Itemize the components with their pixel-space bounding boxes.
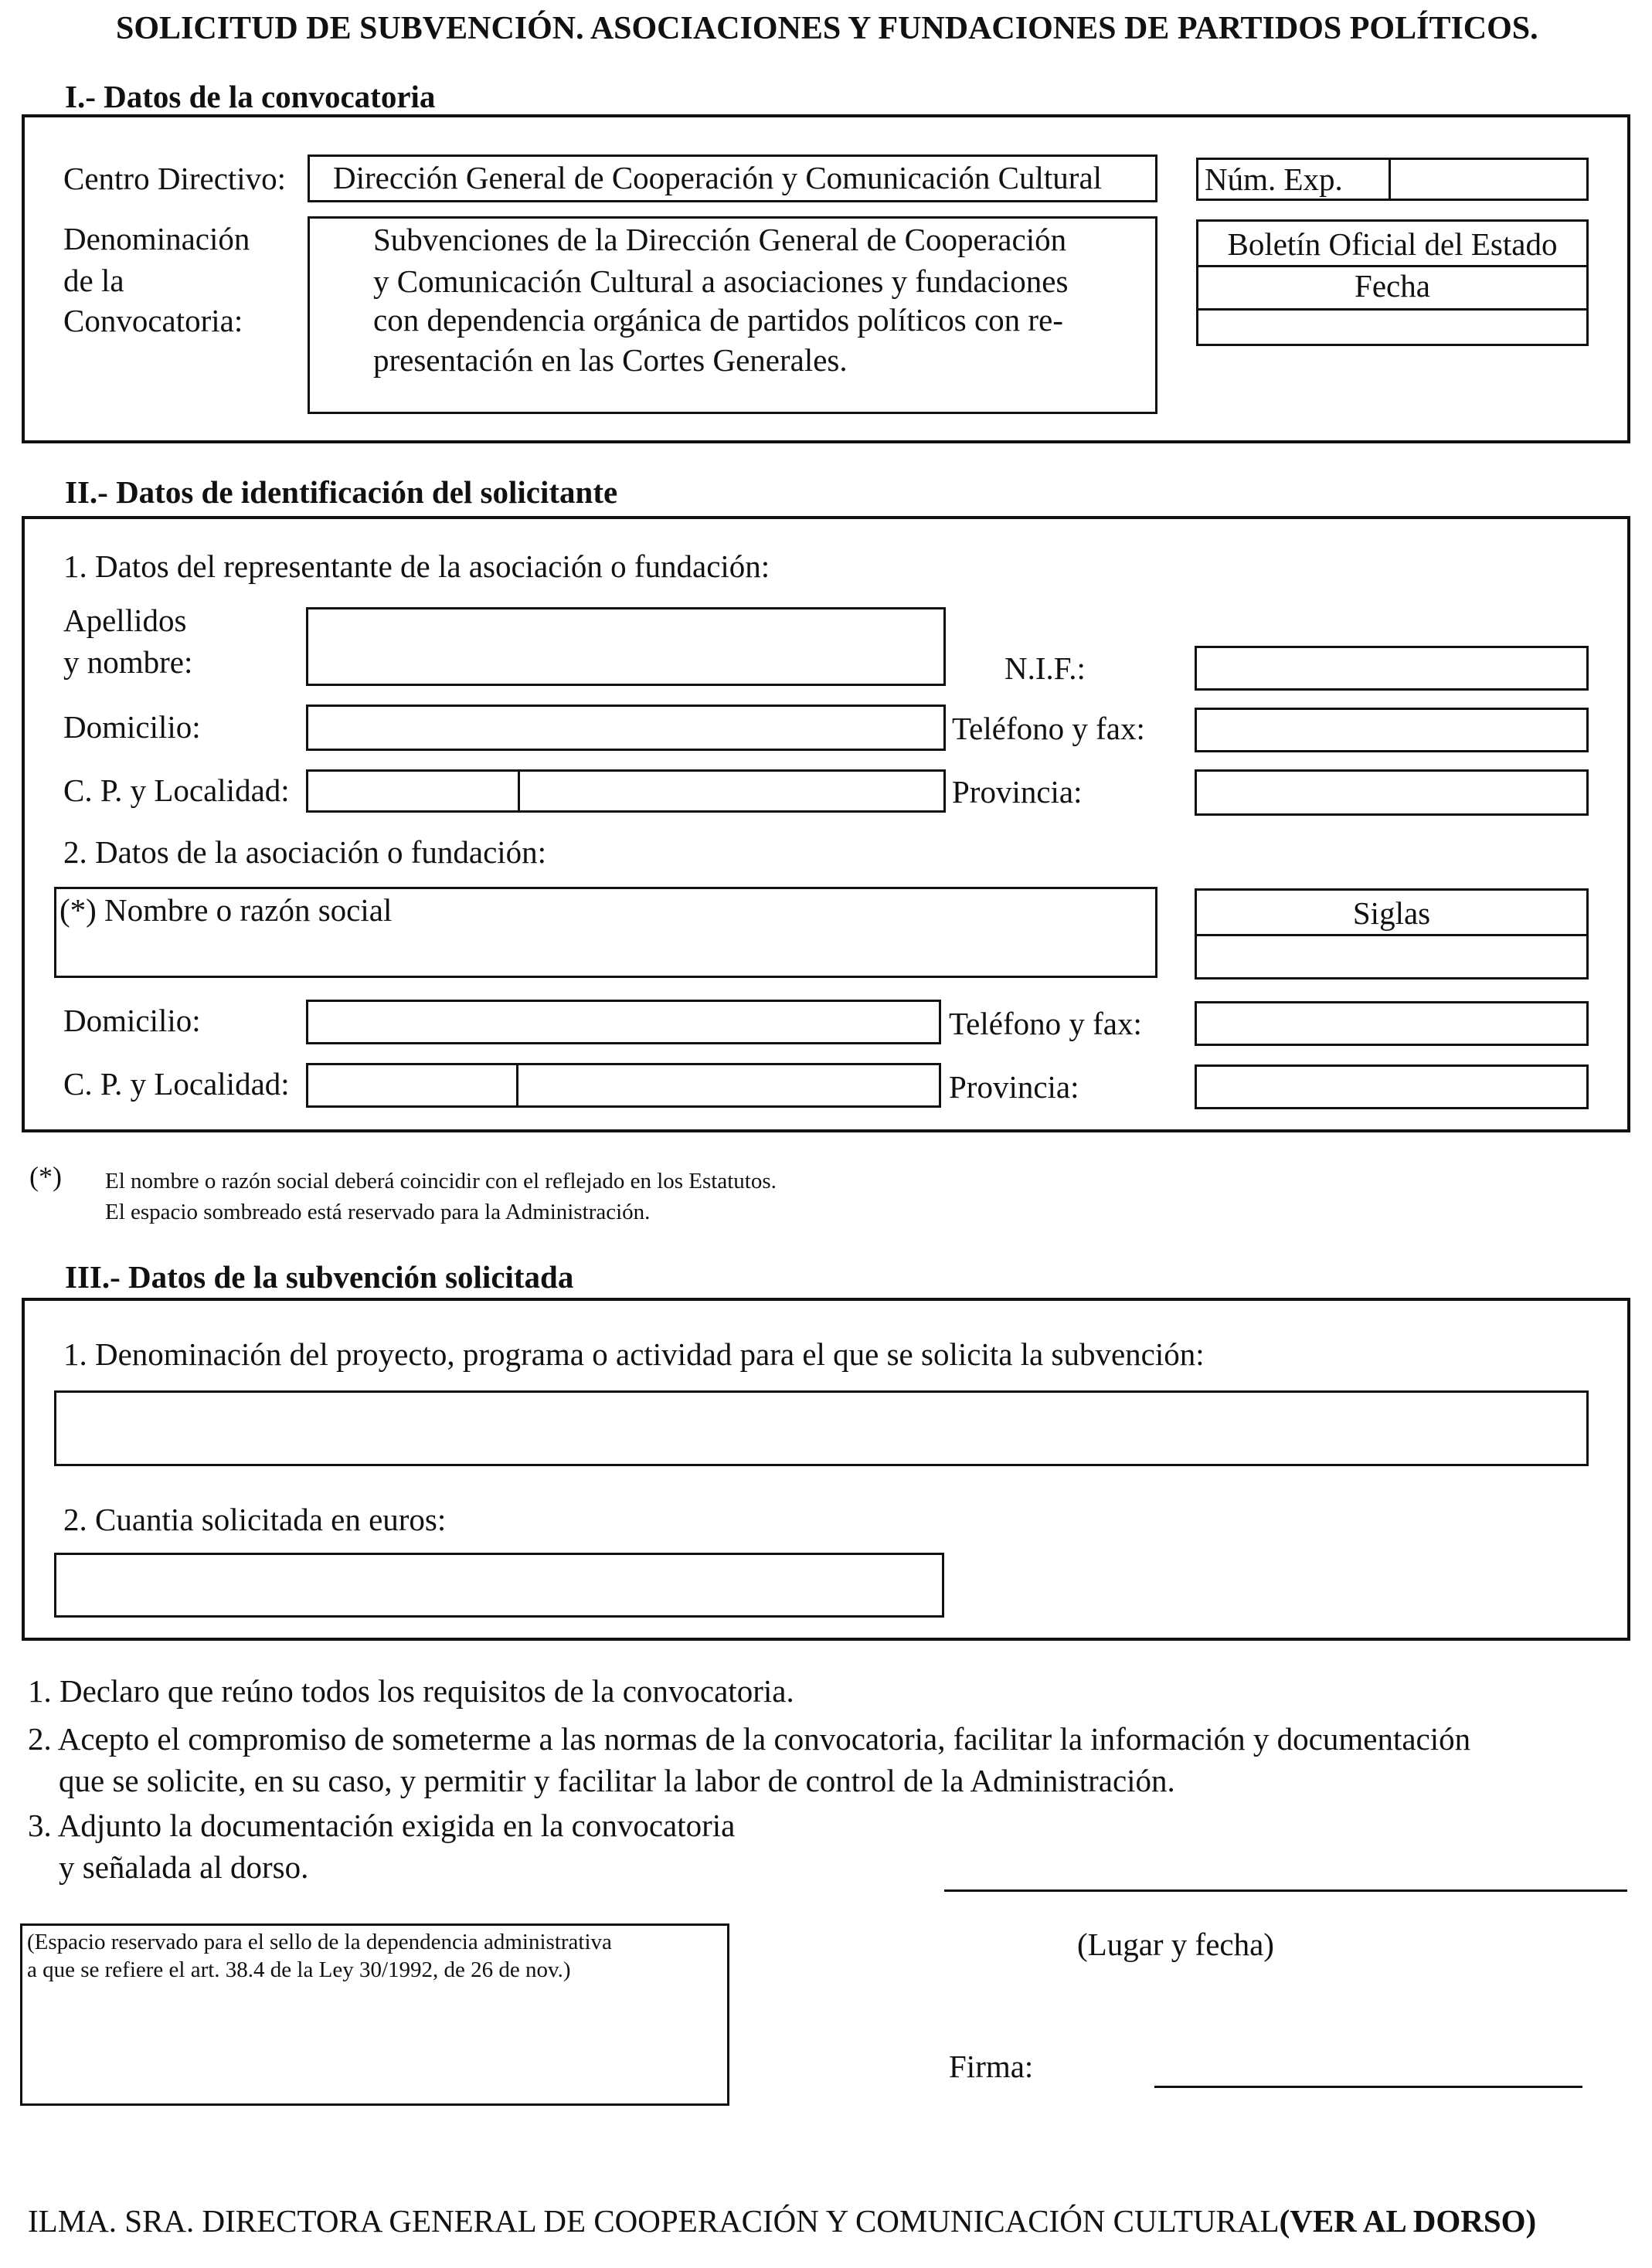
telefono-2-input[interactable]: [1195, 1001, 1589, 1046]
num-exp-divider: [1389, 158, 1391, 201]
cp-localidad-label: C. P. y Localidad:: [63, 772, 290, 808]
denominacion-line-3: con dependencia orgánica de partidos políticos con re-: [373, 302, 1063, 338]
stamp-box-line-1: (Espacio reservado para el sello de la dependencia administrativa: [27, 1930, 612, 1954]
boe-divider-2: [1198, 308, 1586, 311]
proyecto-input[interactable]: [54, 1390, 1589, 1466]
firma-label: Firma:: [949, 2049, 1034, 2084]
section-2-heading: II.- Datos de identificación del solicitante: [65, 474, 618, 510]
stamp-box-line-2: a que se refiere el art. 38.4 de la Ley 30/1992, de 26 de nov.): [27, 1957, 571, 1982]
provincia-input[interactable]: [1195, 769, 1589, 816]
proyecto-label: 1. Denominación del proyecto, programa o actividad para el que se solicita la subvención:: [63, 1336, 1205, 1372]
siglas-box[interactable]: [1195, 888, 1589, 980]
nombre-razon-social-label: (*) Nombre o razón social: [59, 892, 393, 928]
domicilio-2-label: Domicilio:: [63, 1003, 201, 1038]
declaration-1: 1. Declaro que reúno todos los requisitos de la convocatoria.: [28, 1673, 794, 1709]
subsection-2-1-label: 1. Datos del representante de la asociación o fundación:: [63, 548, 770, 584]
nombre-razon-social-input[interactable]: [54, 887, 1157, 978]
telefono-2-label: Teléfono y fax:: [949, 1006, 1142, 1041]
num-exp-label: Núm. Exp.: [1205, 161, 1343, 197]
centro-directivo-field[interactable]: [308, 154, 1157, 202]
firma-line[interactable]: [1154, 2086, 1582, 2088]
provincia-2-label: Provincia:: [949, 1069, 1079, 1105]
fecha-label: Fecha: [1355, 268, 1430, 304]
footnote-line-2: El espacio sombreado está reservado para la Administración.: [105, 1200, 651, 1224]
apellidos-label-1: Apellidos: [63, 603, 187, 638]
denominacion-label-1: Denominación: [63, 221, 250, 256]
domicilio-input[interactable]: [306, 705, 946, 751]
siglas-label: Siglas: [1352, 895, 1431, 931]
stamp-box: [20, 1923, 729, 2106]
cp-localidad-input[interactable]: [306, 769, 946, 813]
cp-divider: [518, 769, 520, 813]
nif-input[interactable]: [1195, 646, 1589, 691]
section-1-heading: I.- Datos de la convocatoria: [65, 79, 436, 114]
siglas-divider: [1197, 934, 1586, 936]
apellidos-label-2: y nombre:: [63, 644, 193, 680]
apellidos-nombre-input[interactable]: [306, 607, 946, 686]
subsection-2-2-label: 2. Datos de la asociación o fundación:: [63, 834, 547, 870]
declaration-3: 3. Adjunto la documentación exigida en la convocatoria: [28, 1808, 736, 1843]
lugar-fecha-line[interactable]: [944, 1889, 1627, 1892]
footnote-line-1: El nombre o razón social deberá coincidir con el reflejado en los Estatutos.: [105, 1169, 777, 1193]
lugar-fecha-label: (Lugar y fecha): [1077, 1927, 1274, 1962]
boe-box: [1196, 219, 1589, 346]
centro-directivo-value: Dirección General de Cooperación y Comunicación Cultural: [333, 160, 1103, 195]
addressee-text: ILMA. SRA. DIRECTORA GENERAL DE COOPERACIÓN Y COMUNICACIÓN CULTURAL: [28, 2203, 1280, 2239]
ver-dorso-text: (VER AL DORSO): [1279, 2203, 1537, 2239]
provincia-2-input[interactable]: [1195, 1064, 1589, 1109]
telefono-input[interactable]: [1195, 708, 1589, 752]
provincia-label: Provincia:: [952, 774, 1083, 810]
declaration-3-cont: y señalada al dorso.: [59, 1849, 309, 1885]
form-title: SOLICITUD DE SUBVENCIÓN. ASOCIACIONES Y FUNDACIONES DE PARTIDOS POLÍTICOS.: [116, 11, 1538, 46]
denominacion-label-3: Convocatoria:: [63, 303, 243, 338]
denominacion-line-4: presentación en las Cortes Generales.: [373, 342, 848, 378]
domicilio-label: Domicilio:: [63, 709, 201, 745]
cuantia-input[interactable]: [54, 1553, 944, 1618]
telefono-label: Teléfono y fax:: [952, 711, 1145, 746]
footnote-mark: (*): [29, 1161, 62, 1192]
num-exp-field: [1196, 158, 1589, 201]
cp-localidad-2-input[interactable]: [306, 1063, 941, 1108]
declaration-2-cont: que se solicite, en su caso, y permitir y facilitar la labor de control de la Administración.: [59, 1763, 1175, 1798]
denominacion-label-2: de la: [63, 263, 124, 298]
cp-localidad-2-label: C. P. y Localidad:: [63, 1066, 290, 1102]
boe-label: Boletín Oficial del Estado: [1227, 226, 1558, 262]
denominacion-field: [308, 216, 1157, 414]
denominacion-line-1: Subvenciones de la Dirección General de Cooperación: [373, 222, 1067, 257]
footer-addressee: [28, 2202, 1536, 2240]
cp-2-divider: [516, 1063, 518, 1108]
denominacion-line-2: y Comunicación Cultural a asociaciones y fundaciones: [373, 263, 1069, 299]
declaration-2: 2. Acepto el compromiso de someterme a las normas de la convocatoria, facilitar la información y documentación: [28, 1721, 1471, 1757]
centro-directivo-label: Centro Directivo:: [63, 161, 287, 196]
domicilio-2-input[interactable]: [306, 1000, 941, 1044]
nif-label: N.I.F.:: [1004, 650, 1086, 686]
section-3-heading: III.- Datos de la subvención solicitada: [65, 1259, 574, 1295]
cuantia-label: 2. Cuantia solicitada en euros:: [63, 1502, 447, 1537]
